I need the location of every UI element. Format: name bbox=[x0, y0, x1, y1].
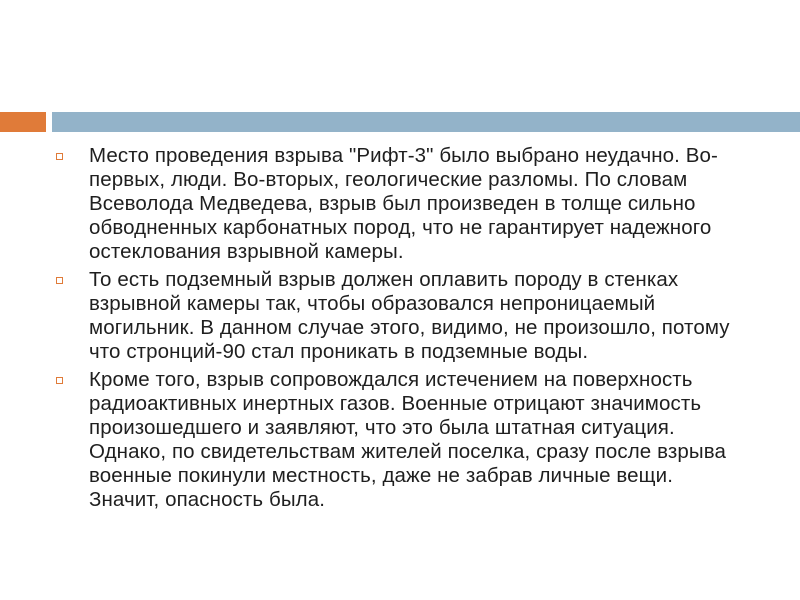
accent-bar-right bbox=[52, 112, 800, 132]
accent-bar-left bbox=[0, 112, 46, 132]
bullet-item bbox=[56, 144, 746, 264]
bullet-text: Кроме того, взрыв сопровождался истечением на поверхность радиоактивных инертных газов. Военные отрицают значимость произошедшего и заявляют, что это была штатная ситуация. Однако, по свидетельствам жителей поселка, сразу после взрыва военные покинули местность, даже не забрав личные вещи. Значит, опасность была. bbox=[89, 368, 726, 511]
bullet-list bbox=[56, 144, 746, 516]
bullet-item bbox=[56, 368, 746, 512]
hollow-square-bullet-icon bbox=[56, 153, 63, 160]
bullet-text: Место проведения взрыва "Рифт-3" было выбрано неудачно. Во-первых, люди. Во-вторых, геологические разломы. По словам Всеволода Медведева, взрыв был произведен в толще сильно обводненных карбонатных пород, что не гарантирует надежного остеклования взрывной камеры. bbox=[89, 144, 718, 263]
hollow-square-bullet-icon bbox=[56, 377, 63, 384]
hollow-square-bullet-icon bbox=[56, 277, 63, 284]
bullet-text: То есть подземный взрыв должен оплавить породу в стенках взрывной камеры так, чтобы образовался непроницаемый могильник. В данном случае этого, видимо, не произошло, потому что стронций-90 стал проникать в подземные воды. bbox=[89, 268, 730, 363]
bullet-item bbox=[56, 268, 746, 364]
